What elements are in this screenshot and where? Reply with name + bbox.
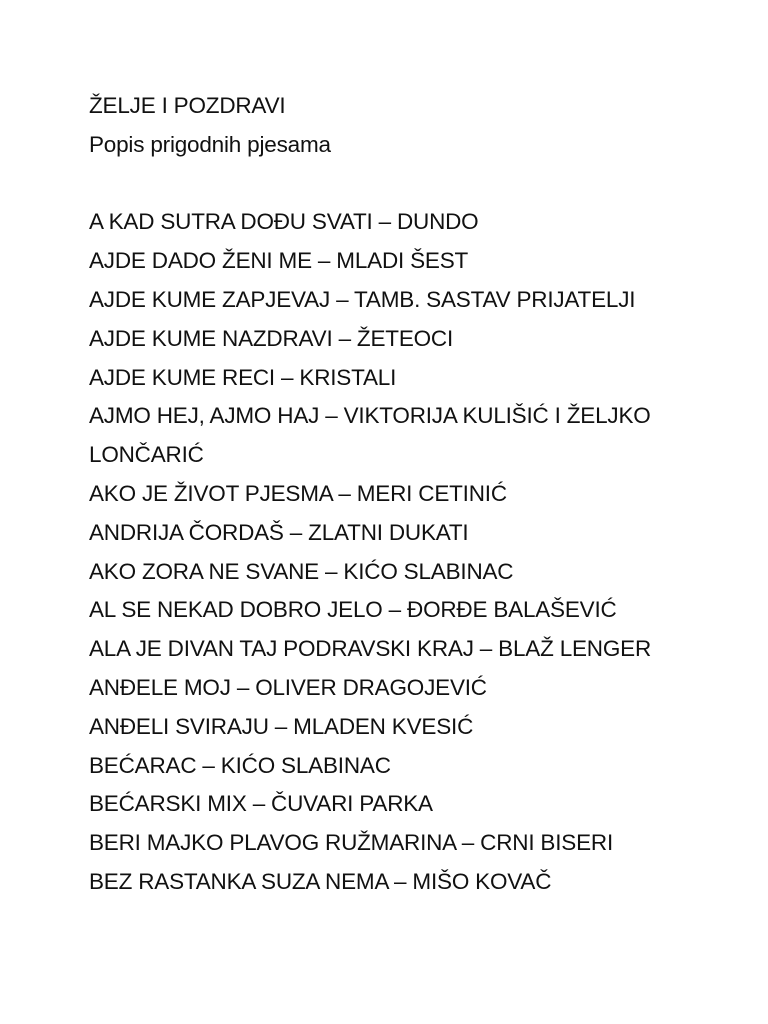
song-item: ALA JE DIVAN TAJ PODRAVSKI KRAJ – BLAŽ LENGER <box>89 636 652 662</box>
song-item: AJDE KUME ZAPJEVAJ – TAMB. SASTAV PRIJATELJI <box>89 286 636 312</box>
document-title: ŽELJE I POZDRAVI <box>89 93 286 118</box>
song-item: AJMO HEJ, AJMO HAJ – VIKTORIJA KULIŠIĆ I ŽELJKO <box>89 403 651 429</box>
song-list <box>89 203 749 901</box>
song-item: BEĆARSKI MIX – ČUVARI PARKA <box>89 791 433 817</box>
song-item: AL SE NEKAD DOBRO JELO – ĐORĐE BALAŠEVIĆ <box>89 597 617 623</box>
song-item: AJDE KUME NAZDRAVI – ŽETEOCI <box>89 325 454 351</box>
song-item: BEĆARAC – KIĆO SLABINAC <box>89 752 391 778</box>
song-item: ANDRIJA ČORDAŠ – ZLATNI DUKATI <box>89 519 469 545</box>
song-item: ANĐELI SVIRAJU – MLADEN KVESIĆ <box>89 713 474 739</box>
song-item: AJDE KUME RECI – KRISTALI <box>89 364 397 390</box>
document-subtitle: Popis prigodnih pjesama <box>89 131 331 157</box>
song-item: AJDE DADO ŽENI ME – MLADI ŠEST <box>89 248 469 274</box>
song-item: BERI MAJKO PLAVOG RUŽMARINA – CRNI BISERI <box>89 830 613 856</box>
song-item: ANĐELE MOJ – OLIVER DRAGOJEVIĆ <box>89 674 487 700</box>
blank-line <box>89 165 749 204</box>
song-item-continued: LONČARIĆ <box>89 442 204 468</box>
song-item: AKO ZORA NE SVANE – KIĆO SLABINAC <box>89 558 514 584</box>
document-text <box>89 87 749 902</box>
song-item: AKO JE ŽIVOT PJESMA – MERI CETINIĆ <box>89 480 507 506</box>
song-item: A KAD SUTRA DOĐU SVATI – DUNDO <box>89 209 479 235</box>
song-item: BEZ RASTANKA SUZA NEMA – MIŠO KOVAČ <box>89 868 552 894</box>
